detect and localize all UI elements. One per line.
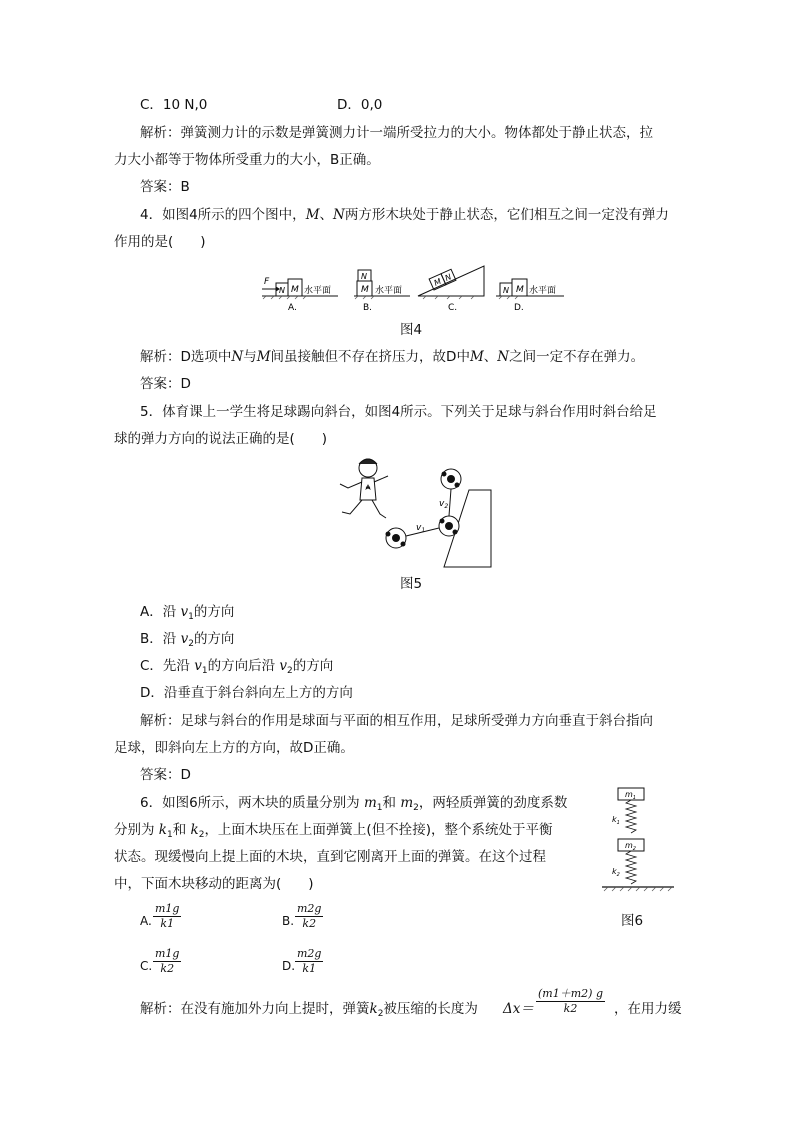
option-b-fraction (295, 902, 323, 931)
block-n-label: N (361, 272, 367, 281)
panel-a (262, 277, 338, 313)
option-b (140, 630, 234, 653)
football (439, 516, 459, 536)
option-text: 的方向 (193, 604, 235, 620)
panel-c (418, 266, 484, 313)
question-5-stem: 球的弹力方向的说法正确的是( ) (114, 431, 328, 447)
spring-k2 (626, 851, 636, 884)
stem-text: ，两轻质弹簧的劲度系数 (418, 795, 568, 811)
denominator: k2 (563, 1002, 578, 1015)
option-a-fraction (153, 902, 181, 931)
subscript: 2 (377, 1009, 384, 1019)
spring-k1 (626, 800, 636, 833)
numerator: m2g (297, 902, 322, 915)
m1-label: $m_1$ (625, 790, 636, 801)
block-m-label: M (432, 276, 443, 288)
panel-label: A. (288, 303, 297, 313)
subscript: 2 (287, 666, 293, 676)
figure-5 (326, 452, 498, 572)
var-v: v (279, 658, 288, 674)
subscript: 1 (201, 666, 208, 676)
var-n: N (333, 207, 345, 223)
stem-text: 4．如图4所示的四个图中， (140, 207, 306, 223)
option-b-label: B. (282, 914, 295, 928)
var-k: k (369, 1001, 378, 1017)
option-d: D．沿垂直于斜台斜向左上方的方向 (140, 685, 353, 701)
subscript: 2 (413, 803, 419, 813)
figure-4 (258, 262, 568, 314)
var-k: k (190, 822, 199, 838)
answer: 答案：D (140, 767, 191, 783)
answer: 答案：D (140, 376, 191, 392)
v1-label: $v_1$ (416, 523, 426, 534)
v2-label: $v_2$ (439, 499, 449, 510)
analysis-text: 、 (483, 349, 498, 365)
option-c-fraction (153, 947, 181, 976)
numerator: m1g (155, 947, 180, 960)
analysis-text: 间虽接触但不存在挤压力，故D中 (270, 349, 470, 365)
var-n: N (231, 349, 244, 365)
option-text: 的方向 (292, 658, 334, 674)
figure-caption: 图4 (400, 322, 423, 338)
var-m: m (363, 795, 377, 811)
var-m: m (400, 795, 414, 811)
var-k: k (158, 822, 167, 838)
figure-caption: 图5 (400, 576, 423, 592)
denominator: k2 (160, 962, 175, 975)
force-label: F (264, 277, 270, 287)
option-text: C．先沿 (140, 658, 195, 674)
stem-text: 两方形木块处于静止状态，它们相互之间一定没有弹力 (344, 207, 669, 223)
student-figure (340, 459, 388, 518)
analysis-line: 解析：弹簧测力计的示数是弹簧测力计一端所受拉力的大小。物体都处于静止状态，拉 (140, 125, 653, 141)
panel-b (354, 270, 410, 313)
question-6-stem (114, 821, 552, 844)
ground-label: 水平面 (375, 286, 403, 296)
k1-label: $k_1$ (612, 815, 620, 826)
subscript: 2 (198, 830, 205, 840)
denominator: k2 (302, 917, 317, 930)
analysis-text: 与 (243, 349, 257, 365)
option-text: A．沿 (140, 604, 181, 620)
subscript: 1 (376, 803, 383, 813)
stem-text: 分别为 (114, 822, 159, 838)
var-m: M (256, 349, 271, 365)
subscript: 2 (188, 639, 194, 649)
option-a (140, 603, 234, 626)
block-n-label: N (279, 286, 285, 295)
option-c: C．10 N,0 (140, 97, 208, 113)
stem-text: 、 (319, 207, 334, 223)
analysis-line: ，在用力缓 (614, 1001, 682, 1017)
analysis-line: 足球，即斜向左上方的方向，故D正确。 (114, 740, 354, 756)
analysis-fraction (536, 987, 605, 1016)
block-n-label: N (503, 286, 509, 295)
numerator: (m1＋m2) g (538, 987, 603, 1000)
option-d-fraction (295, 947, 323, 976)
stem-text: 和 (172, 822, 191, 838)
stem-text: ，上面木块压在上面弹簧上(但不拴接)，整个系统处于平衡 (204, 822, 553, 838)
analysis-text: 解析：在没有施加外力向上提时，弹簧 (140, 1001, 370, 1017)
question-6-stem (140, 794, 567, 817)
denominator: k1 (302, 962, 317, 975)
option-c-label: C. (140, 959, 153, 973)
numerator: m2g (297, 947, 322, 960)
option-text: 的方向后沿 (207, 658, 280, 674)
m2-label: $m_2$ (625, 841, 636, 852)
var-n: N (497, 349, 510, 365)
ground-label: 水平面 (529, 286, 557, 296)
panel-label: B. (363, 303, 373, 313)
var-v: v (180, 631, 189, 647)
var-m: M (469, 349, 484, 365)
option-d-label: D. (282, 959, 296, 973)
panel-label: D. (514, 303, 524, 313)
figure-6 (598, 784, 678, 896)
stem-text: 6．如图6所示，两木块的质量分别为 (140, 795, 364, 811)
analysis-text: 解析：D选项中 (140, 349, 232, 365)
analysis-line (140, 348, 644, 366)
stem-text: 和 (382, 795, 401, 811)
question-6-stem: 中，下面木块移动的距离为( ) (114, 876, 314, 892)
option-text: B．沿 (140, 631, 181, 647)
ground-label: 水平面 (304, 286, 332, 296)
analysis-line (140, 1000, 478, 1023)
option-a-label: A. (140, 914, 152, 928)
numerator: m1g (155, 902, 180, 915)
var-v: v (194, 658, 202, 674)
analysis-line: 力大小都等于物体所受重力的大小，B正确。 (114, 152, 380, 168)
subscript: 1 (166, 830, 173, 840)
denominator: k1 (160, 917, 175, 930)
football (441, 469, 461, 489)
question-4-stem: 作用的是( ) (114, 234, 206, 250)
answer: 答案：B (140, 179, 190, 195)
var-m: M (305, 207, 320, 223)
option-text: 的方向 (193, 631, 235, 647)
panel-d (496, 279, 564, 313)
delta-x: Δx＝ (503, 1001, 534, 1017)
block-m-label: M (291, 285, 299, 295)
option-d: D．0,0 (337, 97, 383, 113)
question-6-stem: 状态。现缓慢向上提上面的木块，直到它刚离开上面的弹簧。在这个过程 (114, 849, 546, 865)
panel-label: C. (448, 303, 458, 313)
var-v: v (180, 604, 189, 620)
question-4-stem (140, 206, 669, 224)
question-5-stem: 5．体育课上一学生将足球踢向斜台，如图4所示。下列关于足球与斜台作用时斜台给足 (140, 404, 657, 420)
figure-caption: 图6 (621, 913, 644, 929)
analysis-text: 被压缩的长度为 (383, 1001, 478, 1017)
option-c (140, 657, 333, 680)
analysis-line: 解析：足球与斜台的作用是球面与平面的相互作用，足球所受弹力方向垂直于斜台指向 (140, 713, 653, 729)
football (386, 528, 407, 548)
block-m-label: M (516, 285, 524, 295)
subscript: 1 (188, 612, 194, 622)
block-m-label: M (361, 285, 369, 295)
analysis-text: 之间一定不存在弹力。 (509, 349, 645, 365)
block-n-label: N (443, 272, 453, 283)
k2-label: $k_2$ (612, 867, 620, 878)
